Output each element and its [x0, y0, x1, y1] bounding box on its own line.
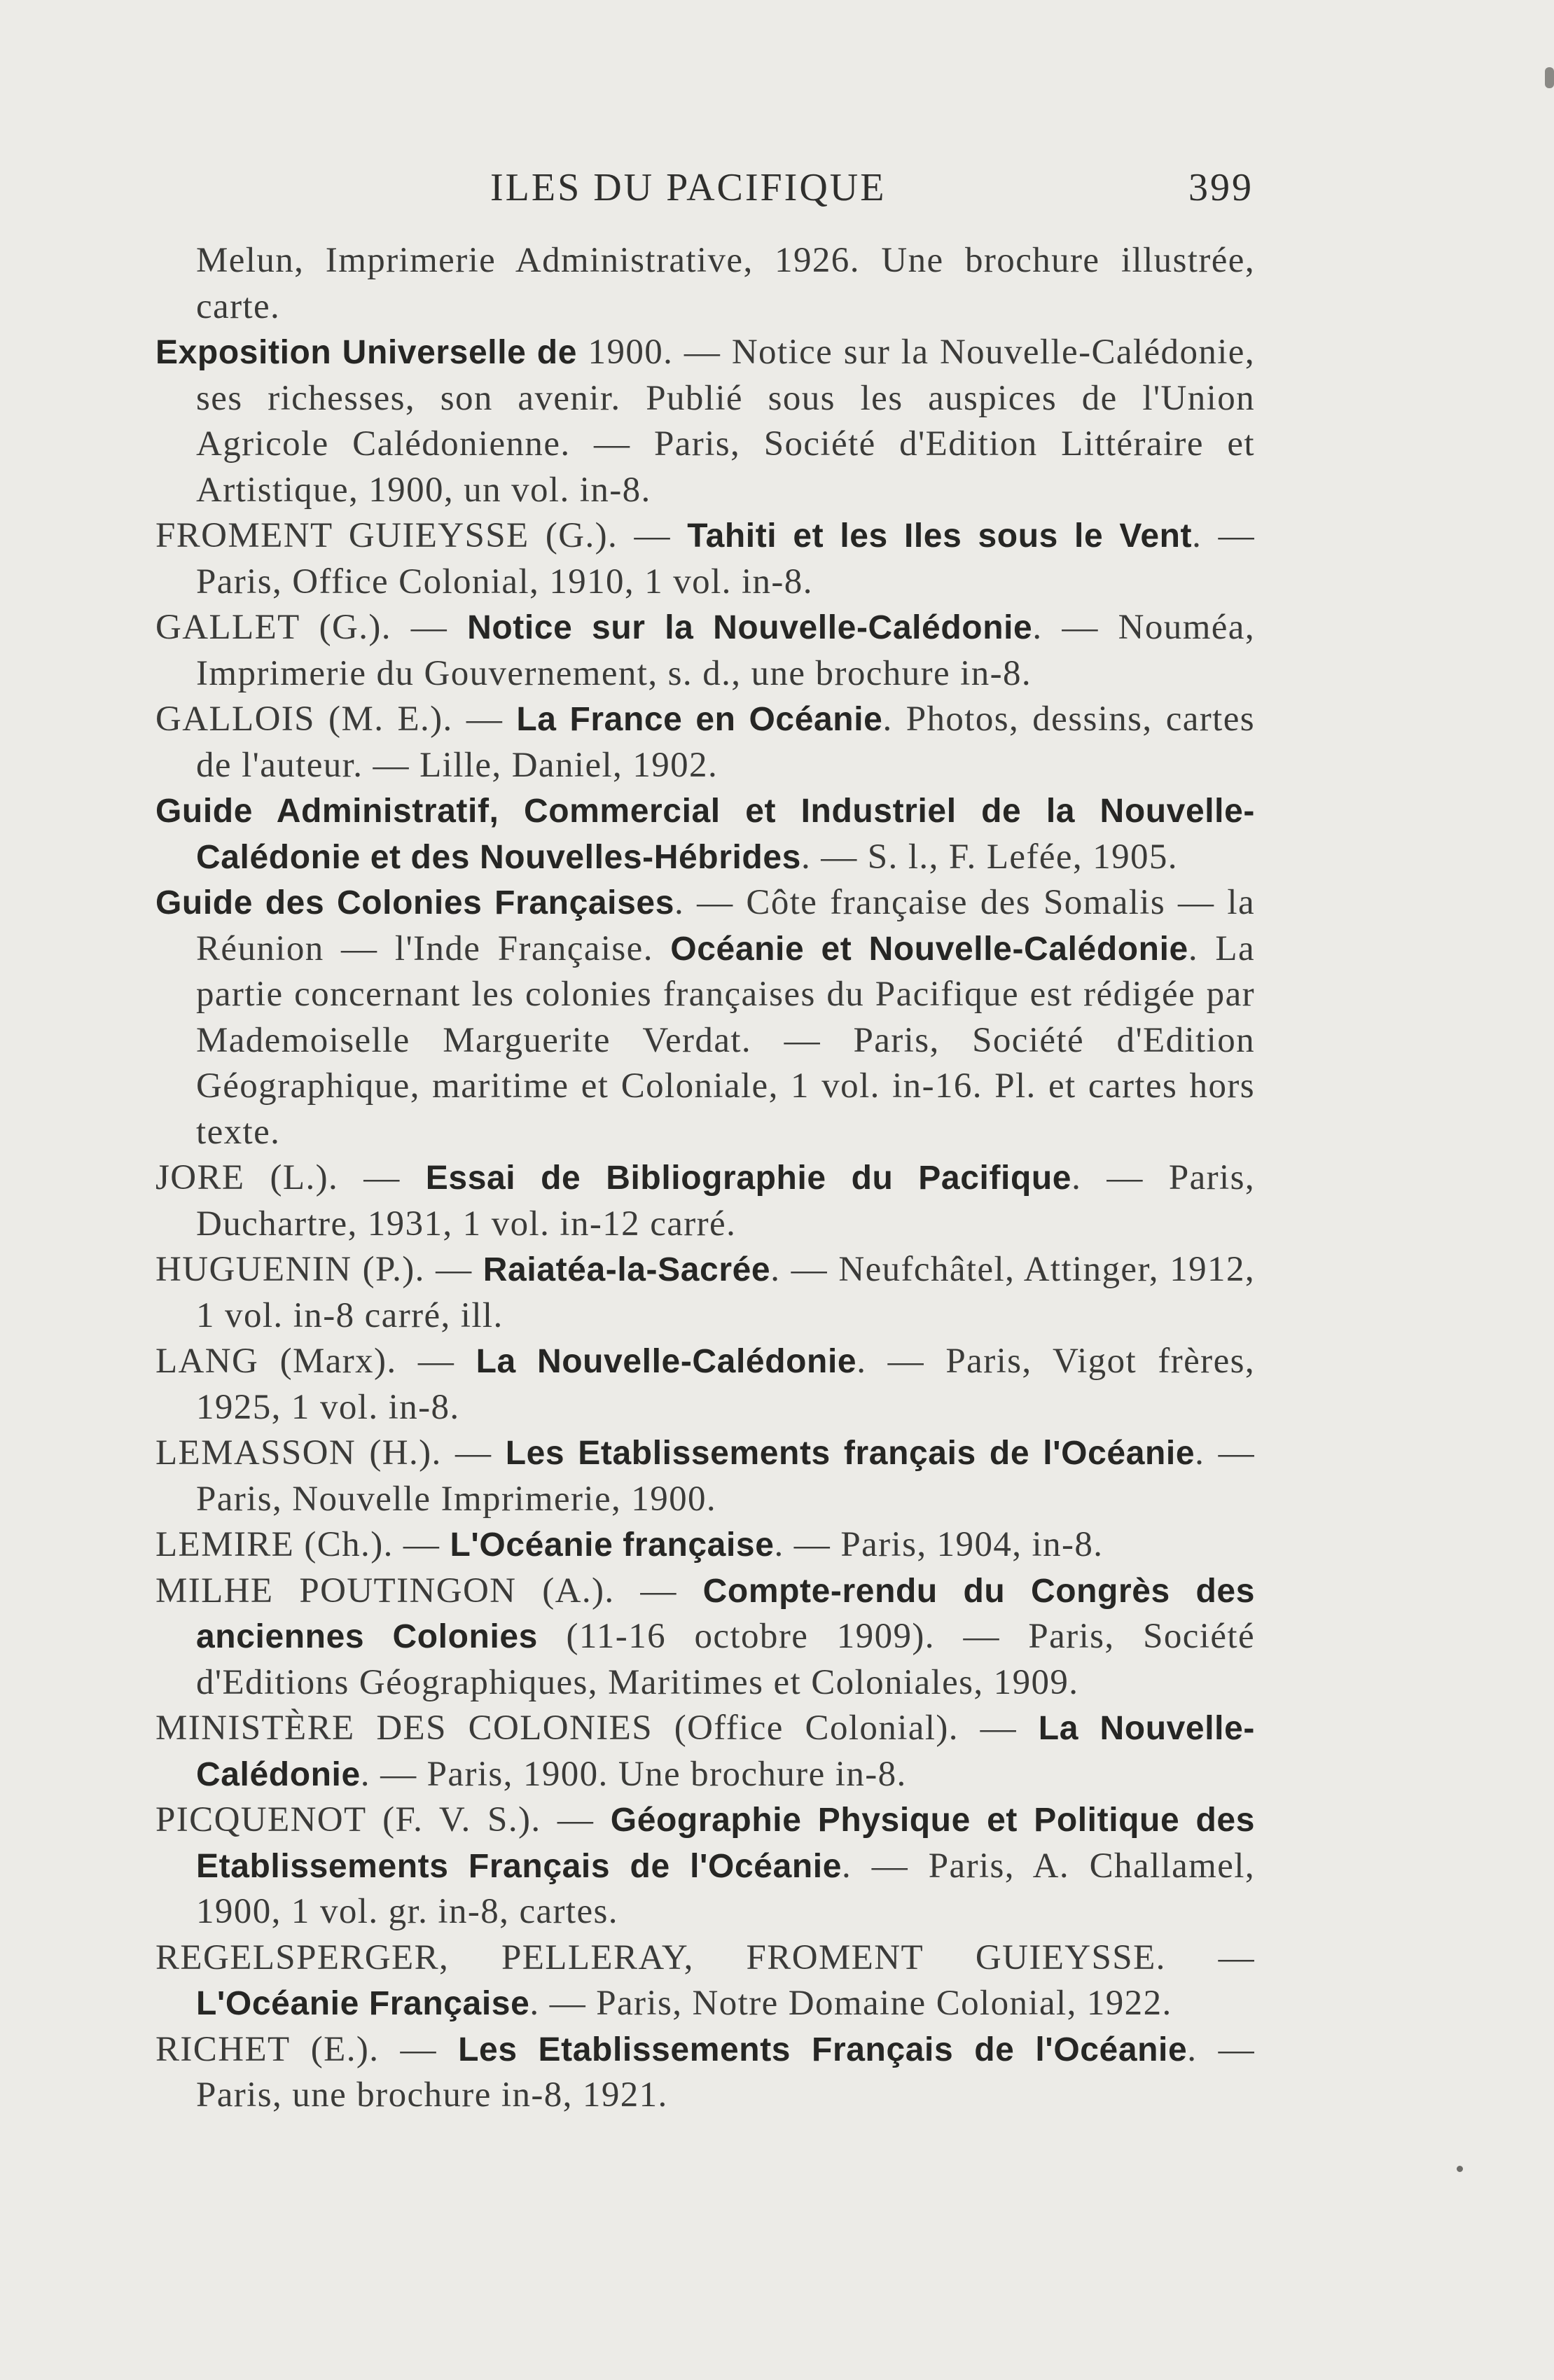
entry-title: La France en Océanie: [516, 701, 883, 738]
bibliography-entry: JORE (L.). — Essai de Bibliographie du Pacifique. — Paris, Duchartre, 1931, 1 vol. in-12 carré.: [155, 1158, 1256, 1244]
entry-title: La Nouvelle-Calédonie: [476, 1343, 857, 1380]
page-number: 399: [1188, 166, 1254, 209]
bibliography-entry: REGELSPERGER, PELLERAY, FROMENT GUIEYSSE. — L'Océanie Française. — Paris, Notre Domaine Colonial, 1922.: [155, 1937, 1255, 2023]
entry-author: LEMIRE (Ch.). —: [155, 1525, 450, 1564]
bibliography-entry: RICHET (E.). — Les Etablissements Français de l'Océanie. — Paris, une brochure in-8, 1921.: [155, 2029, 1255, 2115]
entry-author: RICHET (E.). —: [155, 2029, 459, 2069]
entry-author: JORE (L.). —: [155, 1158, 426, 1197]
entry-author: PICQUENOT (F. V. S.). —: [155, 1800, 611, 1839]
bibliography-entry: MINISTÈRE DES COLONIES (Office Colonial). — La Nouvelle-Calédonie. — Paris, 1900. Une brochure in-8.: [155, 1709, 1255, 1794]
entry-author: LEMASSON (H.). —: [155, 1433, 506, 1473]
bibliography-entry: MILHE POUTINGON (A.). — Compte-rendu du Congrès des anciennes Colonies (11-16 octobre 1909). — Paris, Société d'Editions Géographiques, Maritimes et Coloniales, 1909.: [155, 1571, 1255, 1702]
running-title: ILES DU PACIFIQUE: [490, 166, 887, 209]
entry-title: Géographie Physique et Politique des Etablissements Français de l'Océanie: [196, 1802, 1255, 1885]
entry-subtitle: Océanie et Nouvelle-Calédonie: [670, 930, 1188, 968]
bibliography-entry: GALLET (G.). — Notice sur la Nouvelle-Calédonie. — Nouméa, Imprimerie du Gouvernement, s. d., une brochure in-8.: [155, 608, 1255, 693]
entry-author: REGELSPERGER, PELLERAY, FROMENT GUIEYSSE. —: [155, 1937, 1255, 1977]
entry-title: Les Etablissements français de l'Océanie: [505, 1435, 1195, 1472]
bibliography-entry: HUGUENIN (P.). — Raiatéa-la-Sacrée. — Neufchâtel, Attinger, 1912, 1 vol. in-8 carré, ill.: [155, 1250, 1255, 1335]
running-header: [490, 165, 1254, 214]
bibliography-entry: LANG (Marx). — La Nouvelle-Calédonie. — Paris, Vigot frères, 1925, 1 vol. in-8.: [155, 1342, 1256, 1427]
entry-author: MINISTÈRE DES COLONIES (Office Colonial). —: [155, 1709, 1039, 1748]
entry-title: La Nouvelle-Calédonie: [196, 1710, 1255, 1793]
entry-author: FROMENT GUIEYSSE (G.). —: [155, 516, 688, 555]
entry-title: Compte-rendu du Congrès des anciennes Colonies: [196, 1572, 1255, 1655]
entry-title: Essai de Bibliographie du Pacifique: [425, 1160, 1072, 1197]
entry-author: GALLOIS (M. E.). —: [155, 700, 517, 739]
bibliography-entry: GALLOIS (M. E.). — La France en Océanie. Photos, dessins, cartes de l'auteur. — Lille, Daniel, 1902.: [155, 700, 1256, 785]
entry-title: Les Etablissements Français de l'Océanie: [458, 2031, 1188, 2068]
bibliography-entry: LEMIRE (Ch.). — L'Océanie française. — Paris, 1904, in-8.: [155, 1525, 1104, 1564]
entry-title: Guide des Colonies Françaises: [155, 884, 674, 921]
entry-title: Exposition Universelle de: [155, 334, 577, 371]
entry-title: Raiatéa-la-Sacrée: [483, 1251, 771, 1288]
entry-title: Tahiti et les Iles sous le Vent: [687, 517, 1193, 555]
bibliography-entry: Exposition Universelle de 1900. — Notice sur la Nouvelle-Calédonie, ses richesses, son avenir. Publié sous les auspices de l'Union Agricole Calédonienne. — Paris, Société d'Edition Littéraire et Artistique, 1900, un vol. in-8.: [155, 333, 1255, 510]
bibliography-entry-continuation: Melun, Imprimerie Administrative, 1926. Une brochure illustrée, carte.: [196, 241, 1255, 326]
paper-speck: [1545, 67, 1554, 88]
entry-author: HUGUENIN (P.). —: [155, 1250, 483, 1289]
bibliography-list: [155, 238, 1255, 2119]
entry-author: GALLET (G.). —: [155, 608, 468, 647]
paper-speck: [1457, 2166, 1463, 2172]
bibliography-entry: Guide Administratif, Commercial et Industriel de la Nouvelle-Calédonie et des Nouvelles-Hébrides. — S. l., F. Lefée, 1905.: [155, 793, 1255, 877]
entry-author: MILHE POUTINGON (A.). —: [155, 1571, 703, 1610]
bibliography-entry: LEMASSON (H.). — Les Etablissements français de l'Océanie. — Paris, Nouvelle Imprimerie, 1900.: [155, 1433, 1255, 1519]
entry-title: Notice sur la Nouvelle-Calédonie: [467, 609, 1033, 646]
bibliography-entry: Guide des Colonies Françaises. — Côte française des Somalis — la Réunion — l'Inde Française. Océanie et Nouvelle-Calédonie. La partie concernant les colonies françaises du Pacifique est rédigée par Mademoiselle Marguerite Verdat. — Paris, Société d'Edition Géographique, maritime et Coloniale, 1 vol. in-16. Pl. et cartes hors texte.: [155, 883, 1255, 1152]
entry-title: L'Océanie Française: [196, 1985, 530, 2022]
entry-author: LANG (Marx). —: [155, 1342, 476, 1381]
entry-title: Guide Administratif, Commercial et Industriel de la Nouvelle-Calédonie et des Nouvelles-Hébrides: [155, 793, 1255, 876]
entry-title: L'Océanie française: [450, 1526, 775, 1564]
bibliography-entry: FROMENT GUIEYSSE (G.). — Tahiti et les Iles sous le Vent. — Paris, Office Colonial, 1910, 1 vol. in-8.: [155, 516, 1255, 601]
bibliography-entry: PICQUENOT (F. V. S.). — Géographie Physique et Politique des Etablissements Français de l'Océanie. — Paris, A. Challamel, 1900, 1 vol. gr. in-8, cartes.: [155, 1800, 1255, 1931]
